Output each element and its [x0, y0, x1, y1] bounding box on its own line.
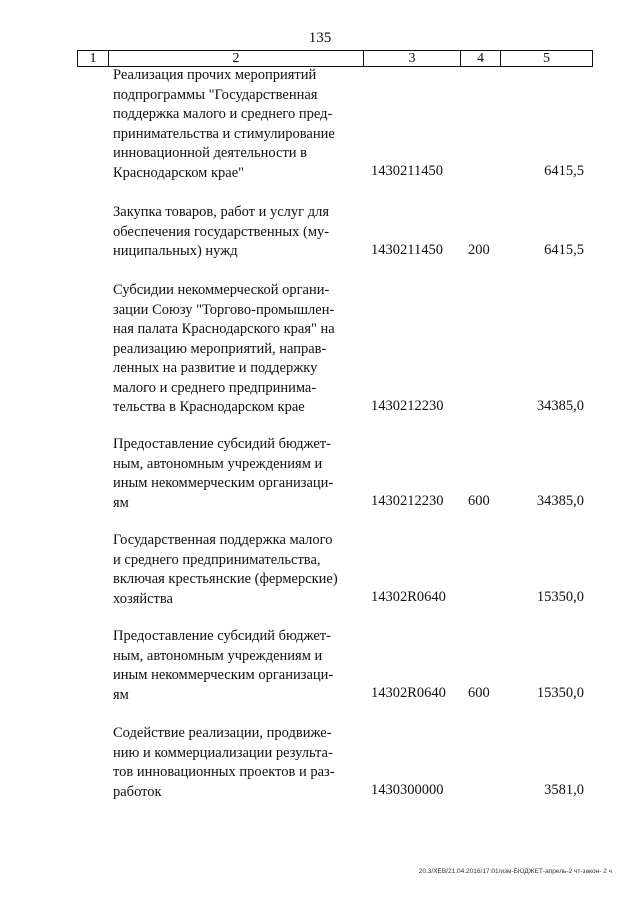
row-code: 1430300000: [371, 782, 444, 798]
row-description: Закупка товаров, работ и услуг для обеспечения государственных (му- ниципальных) нужд: [113, 204, 330, 259]
row-code: 14302R0640: [371, 685, 446, 701]
row-description: Предоставление субсидий бюджет- ным, автономным учреждениям и иным некоммерческим организаци- ям: [113, 628, 334, 703]
row-vr: 200: [468, 242, 490, 258]
column-header-2: 2: [109, 51, 364, 67]
row-description: Субсидии некоммерческой органи- зации Союзу "Торгово-промышлен- ная палата Краснодарского края" на реализацию мероприятий, направ- ленных на развитие и поддержку малого и среднего предпринима- тельства в Краснодарском крае: [113, 282, 335, 415]
column-header-1: 1: [78, 51, 109, 67]
row-code: 1430211450: [371, 163, 443, 179]
column-header-3: 3: [364, 51, 461, 67]
column-header-5: 5: [501, 51, 593, 67]
row-vr: 600: [468, 685, 490, 701]
row-amount: 34385,0: [536, 398, 584, 414]
row-code: 1430211450: [371, 242, 443, 258]
row-amount: 6415,5: [544, 242, 584, 258]
row-description: Реализация прочих мероприятий подпрограммы "Государственная поддержка малого и среднего пред- принимательства и стимулирование инновационной деятельности в Краснодарском крае": [113, 67, 335, 181]
row-amount: 15350,0: [536, 685, 584, 701]
row-description: Предоставление субсидий бюджет- ным, автономным учреждениям и иным некоммерческим организаци- ям: [113, 436, 334, 511]
row-amount: 15350,0: [536, 589, 584, 605]
row-amount: 3581,0: [544, 782, 584, 798]
page-number: 135: [308, 30, 332, 46]
column-header-row: [78, 51, 593, 67]
footer-file-stamp: 20.3/ХЕВ/21.04.2016/17:01/изм-БЮДЖЕТ-апрель-2 чт-закон- 2 ч: [418, 868, 612, 875]
row-vr: 600: [468, 493, 490, 509]
row-amount: 34385,0: [536, 493, 584, 509]
column-header-4: 4: [461, 51, 501, 67]
row-code: 14302R0640: [371, 589, 446, 605]
row-amount: 6415,5: [544, 163, 584, 179]
row-code: 1430212230: [371, 493, 444, 509]
row-description: Государственная поддержка малого и среднего предпринимательства, включая крестьянские (фермерские) хозяйства: [113, 532, 338, 607]
row-description: Содействие реализации, продвиже- нию и коммерциализации результа- тов инновационных проектов и раз- работок: [113, 725, 335, 800]
column-header-table: [77, 50, 593, 67]
row-code: 1430212230: [371, 398, 444, 414]
